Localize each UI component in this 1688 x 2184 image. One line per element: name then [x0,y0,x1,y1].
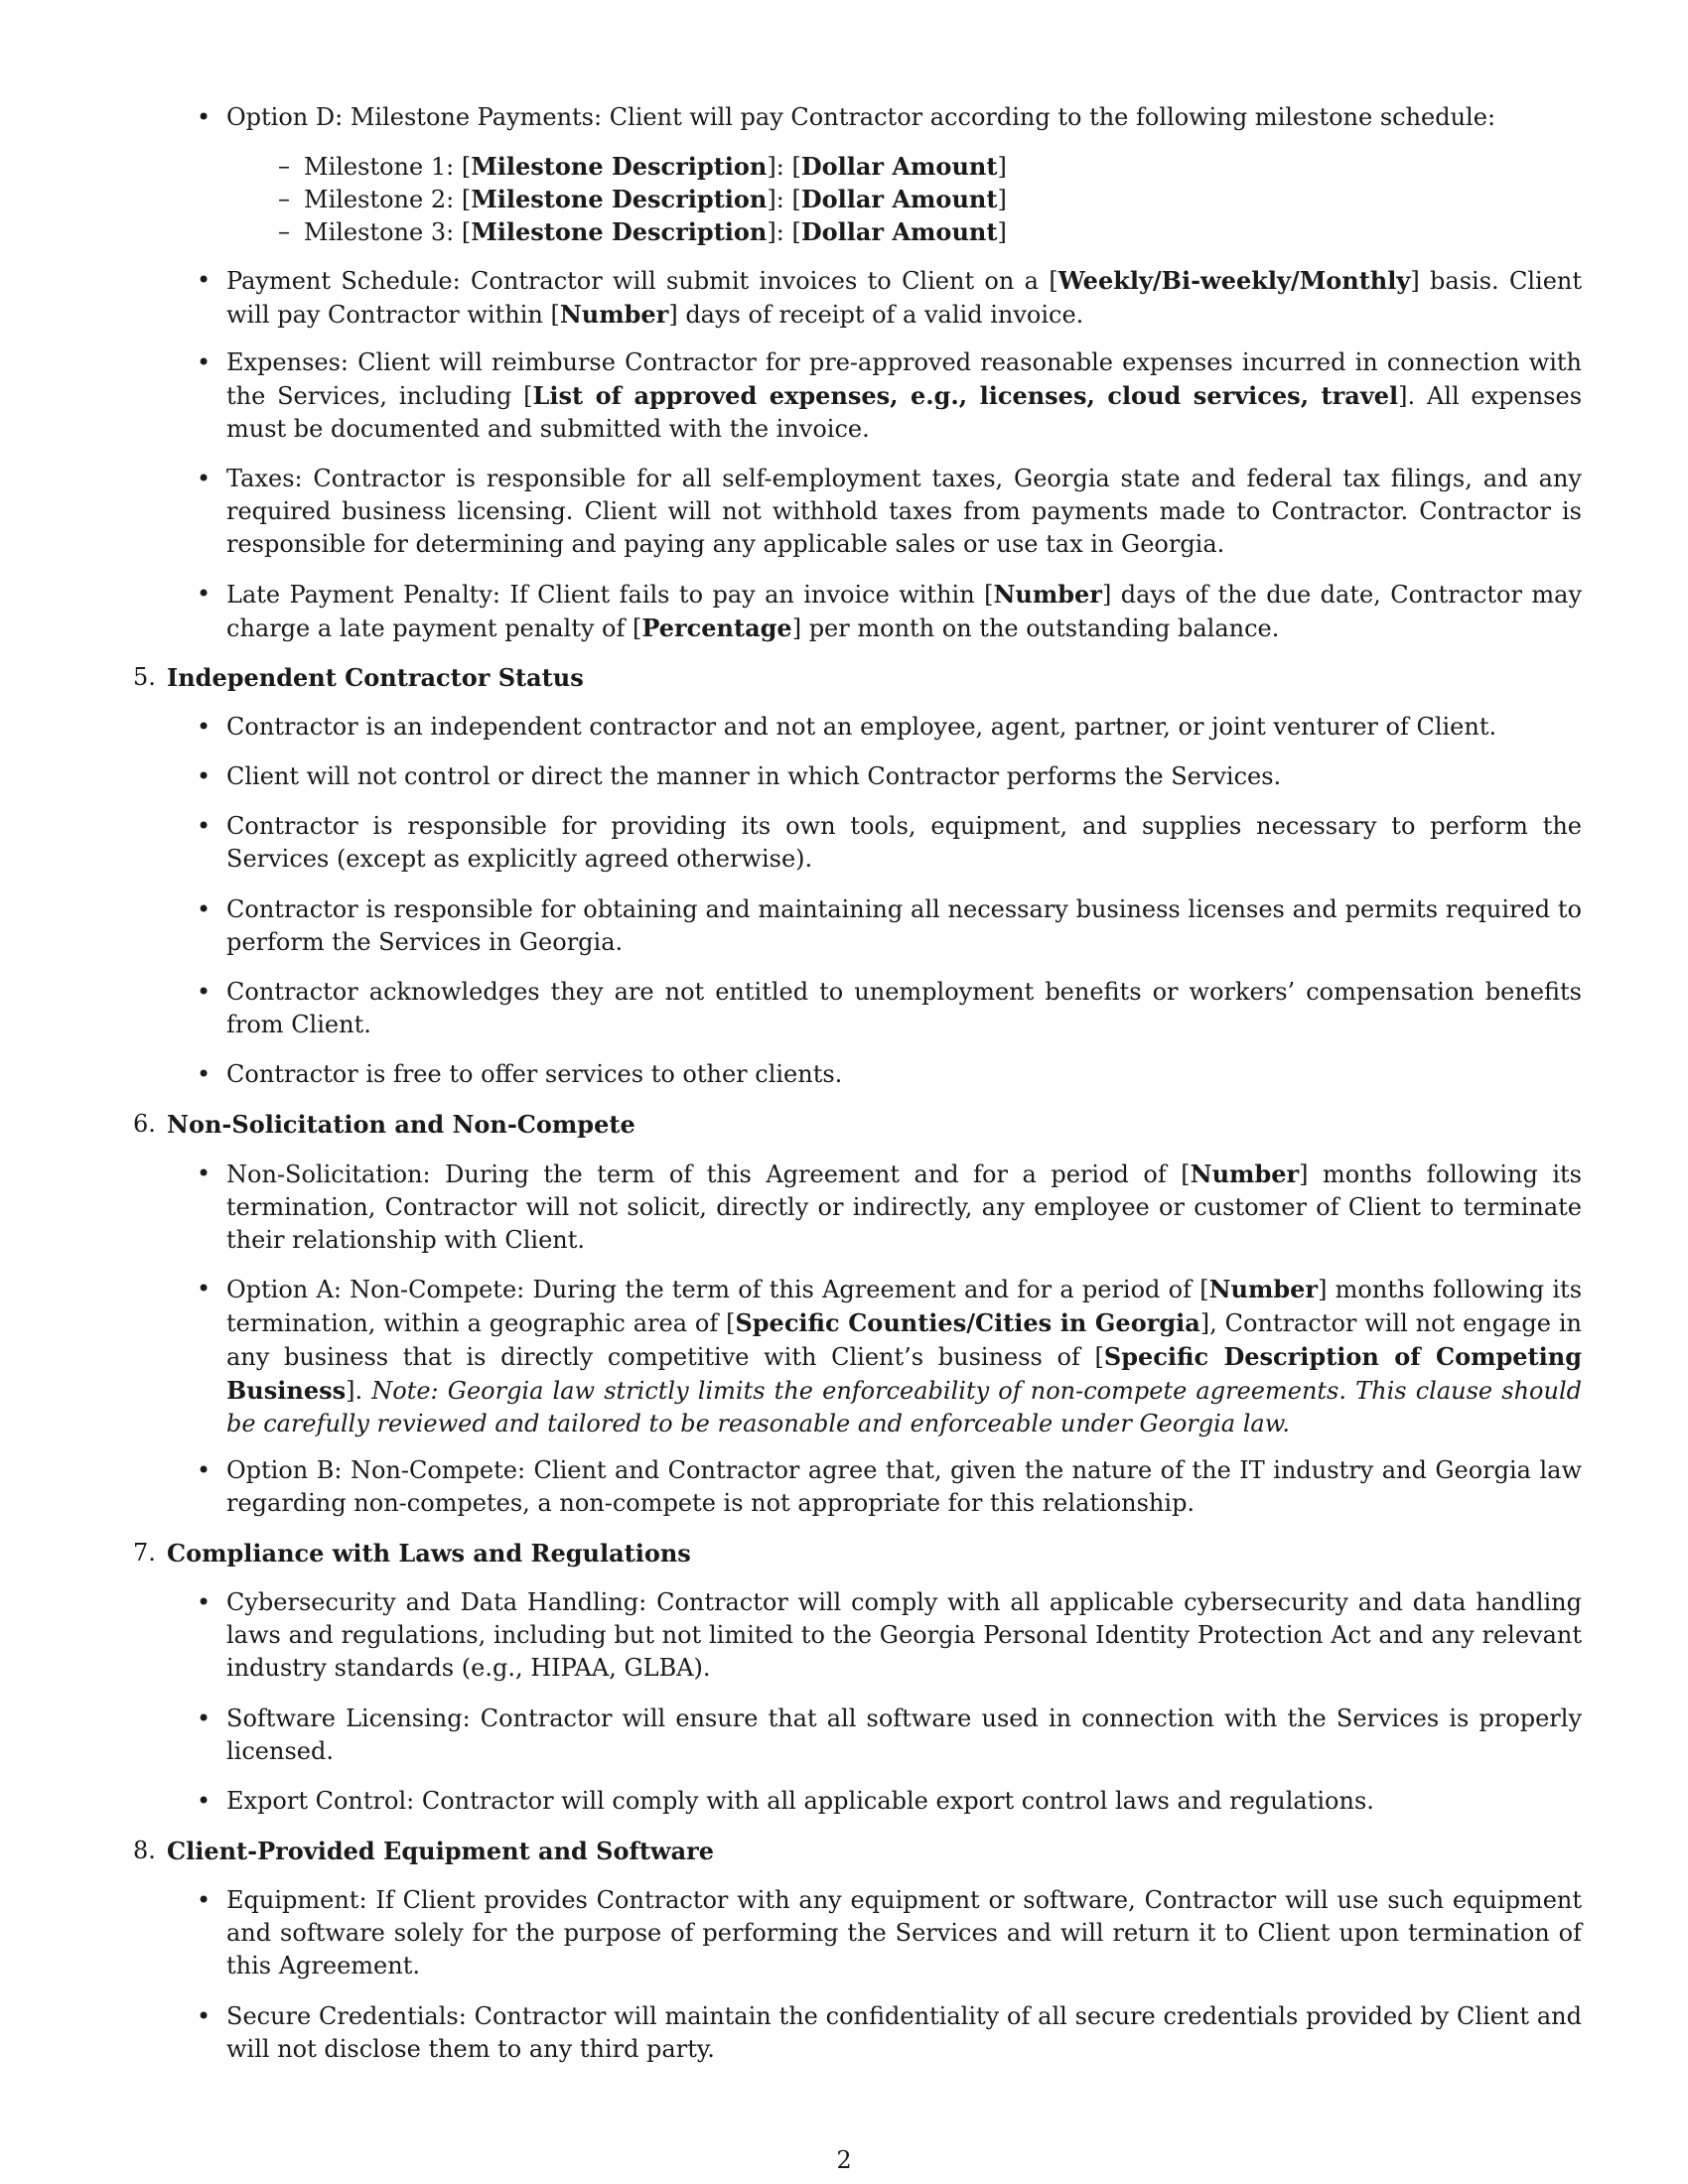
bullet: • [197,1160,211,1187]
section-number: 8. [133,1837,156,1864]
payment-schedule: Payment Schedule: Contractor will submit invoices to Client on a [Weekly/Bi-weekly/Monthly] basis. Client will pay Contractor within [Number] days of receipt of a valid invoice. [226,266,1582,329]
bullet: • [197,1787,211,1815]
bullet: • [197,978,211,1006]
bullet: • [197,1886,211,1914]
bullet: • [197,1275,211,1302]
list-item: Cybersecurity and Data Handling: Contractor will comply with all applicable cybersecurity and data handling laws and regulations, including but not limited to the Georgia Personal Identity Protection Act and any relevant industry standards (e.g., HIPAA, GLBA). [226,1588,1582,1682]
section-8-heading: Client-Provided Equipment and Software [167,1837,715,1865]
bullet: • [197,465,211,492]
dash: – [278,185,290,212]
list-item: Equipment: If Client provides Contractor with any equipment or software, Contractor will use such equipment and software solely for the purpose of performing the Services and will return it to Client upon termination of this Agreement. [226,1886,1582,1979]
bullet: • [197,266,211,294]
list-item: Contractor is free to offer services to other clients. [226,1060,843,1088]
list-item: Contractor is responsible for obtaining and maintaining all necessary business licenses and permits required to perform the Services in Georgia. [226,895,1582,956]
bullet: • [197,1705,211,1732]
option-d-intro: Option D: Milestone Payments: Client will pay Contractor according to the following milestone schedule: [226,103,1496,131]
bullet: • [197,1060,211,1088]
bullet: • [197,895,211,923]
bullet: • [197,580,211,608]
non-solicitation: Non-Solicitation: During the term of this Agreement and for a period of [Number] months following its termination, Contractor will not solicit, directly or indirectly, any employee or customer of Client to terminate their relationship with Client. [226,1160,1583,1254]
section-number: 5. [133,663,156,691]
bullet: • [197,812,211,840]
bullet: • [197,762,211,790]
expenses: Expenses: Client will reimburse Contractor for pre-approved reasonable expenses incurred in connection with the Services, including [List of approved expenses, e.g., licenses, cloud services, travel]. All expenses must be documented and submitted with the invoice. [226,348,1583,443]
section-number: 6. [133,1110,156,1138]
bullet: • [197,1456,211,1484]
list-item: Contractor is responsible for providing its own tools, equipment, and supplies necessary to perform the Services (except as explicitly agreed otherwise). [226,812,1582,873]
list-item: Export Control: Contractor will comply with all applicable export control laws and regulations. [226,1787,1374,1815]
page-number: 2 [836,2146,852,2174]
late-payment-penalty: Late Payment Penalty: If Client fails to pay an invoice within [Number] days of the due date, Contractor may charge a late payment penalty of [Percentage] per month on the outstanding balance. [226,580,1583,642]
bullet: • [197,1588,211,1616]
milestone-1: Milestone 1: [Milestone Description]: [Dollar Amount] [304,152,1007,181]
list-item: Contractor is an independent contractor and not an employee, agent, partner, or joint venturer of Client. [226,713,1497,741]
option-b-non-compete: Option B: Non-Compete: Client and Contractor agree that, given the nature of the IT industry and Georgia law regarding non-competes, a non-compete is not appropriate for this relationship. [226,1456,1582,1517]
legal-note: Note: Georgia law strictly limits the enforceability of non-compete agreements. This clause should be carefully reviewed and tailored to be reasonable and enforceable under Georgia law. [226,1377,1582,1437]
bullet: • [197,2002,211,2030]
section-number: 7. [133,1539,156,1567]
dash: – [278,217,290,245]
section-5-heading: Independent Contractor Status [167,663,584,692]
dash: – [278,152,290,180]
bullet: • [197,348,211,376]
list-item: Secure Credentials: Contractor will maintain the confidentiality of all secure credentials provided by Client and will not disclose them to any third party. [226,2002,1582,2063]
list-item: Software Licensing: Contractor will ensure that all software used in connection with the Services is properly licensed. [226,1705,1582,1765]
milestone-3: Milestone 3: [Milestone Description]: [Dollar Amount] [304,217,1007,246]
bullet: • [197,713,211,741]
option-a-non-compete: Option A: Non-Compete: During the term of this Agreement and for a period of [Number] months following its termination, within a geographic area of [Specific Counties/Cities in Georgia], Contractor will not engage in any business that is directly competitive with Client’s business of [Specific Description of Competing Business]. Note: Georgia law strictly limits the enforceability of non-compete agreements. This clause should be carefully reviewed and tailored to be reasonable and enforceable under Georgia law. [226,1275,1583,1437]
milestone-2: Milestone 2: [Milestone Description]: [Dollar Amount] [304,185,1007,213]
list-item: Client will not control or direct the manner in which Contractor performs the Services. [226,762,1282,790]
section-7-heading: Compliance with Laws and Regulations [167,1539,691,1568]
list-item: Contractor acknowledges they are not entitled to unemployment benefits or workers’ compensation benefits from Client. [226,978,1582,1038]
bullet: • [197,103,211,131]
section-6-heading: Non-Solicitation and Non-Compete [167,1110,635,1139]
taxes: Taxes: Contractor is responsible for all self-employment taxes, Georgia state and federal tax filings, and any required business licensing. Client will not withhold taxes from payments made to Contractor. Contractor is responsible for determining and paying any applicable sales or use tax in Georgia. [226,465,1582,558]
